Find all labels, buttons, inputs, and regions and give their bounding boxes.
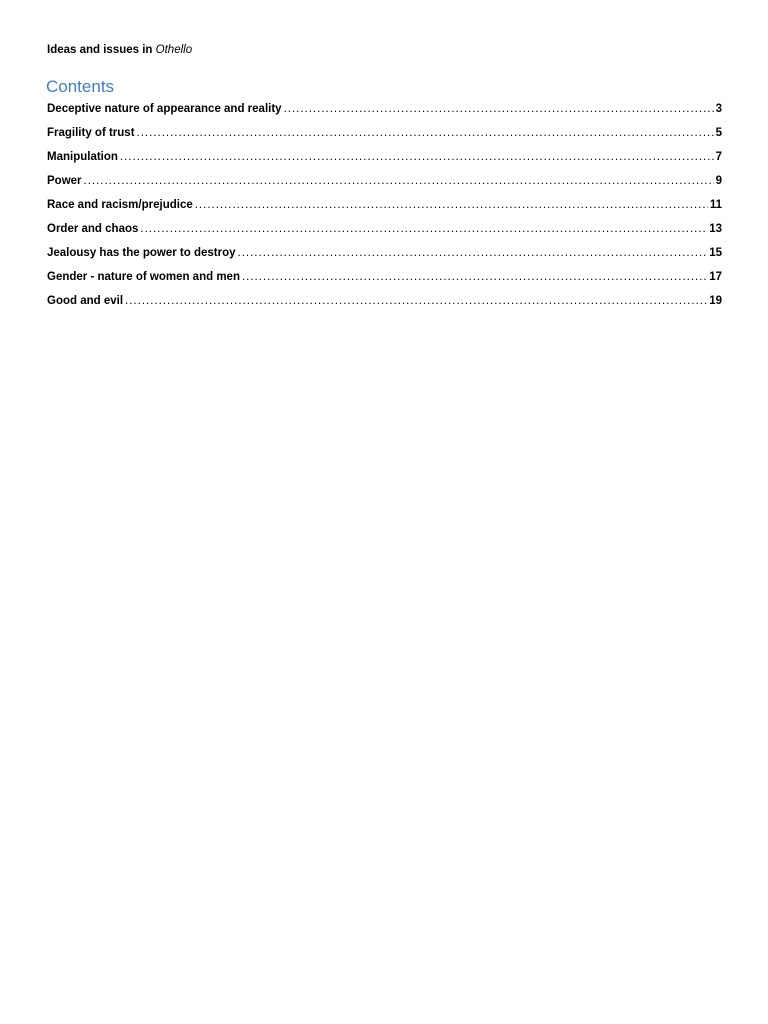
toc-entry-page: 11 <box>709 199 722 211</box>
toc-entry-page: 13 <box>709 223 722 235</box>
toc-dot-leader <box>238 244 708 262</box>
toc-entry-page: 19 <box>709 295 722 307</box>
toc-entry-page: 7 <box>715 151 722 163</box>
toc-entry-label: Fragility of trust <box>47 127 135 139</box>
toc-dot-leader <box>140 220 707 238</box>
toc-entry-page: 15 <box>709 247 722 259</box>
toc-entry-label: Order and chaos <box>47 223 139 235</box>
toc-dot-leader <box>120 148 714 166</box>
contents-heading: Contents <box>46 77 115 96</box>
toc-entry[interactable] <box>47 124 722 148</box>
toc-entry-page: 17 <box>709 271 722 283</box>
toc-entry[interactable] <box>47 196 722 220</box>
table-of-contents <box>47 100 722 316</box>
toc-dot-leader <box>125 292 707 310</box>
toc-dot-leader <box>242 268 707 286</box>
document-header <box>47 44 192 56</box>
toc-entry[interactable] <box>47 268 722 292</box>
header-work-title: Othello <box>155 44 193 56</box>
toc-dot-leader <box>137 124 714 142</box>
toc-entry[interactable] <box>47 220 722 244</box>
toc-entry-page: 5 <box>715 127 722 139</box>
toc-entry-label: Deceptive nature of appearance and reality <box>47 103 282 115</box>
toc-dot-leader <box>284 100 714 118</box>
toc-entry-label: Gender - nature of women and men <box>47 271 240 283</box>
toc-entry-label: Power <box>47 175 82 187</box>
toc-entry[interactable] <box>47 148 722 172</box>
toc-entry-label: Manipulation <box>47 151 118 163</box>
toc-entry-label: Good and evil <box>47 295 124 307</box>
toc-entry[interactable] <box>47 292 722 316</box>
toc-entry[interactable] <box>47 172 722 196</box>
toc-entry-page: 3 <box>715 103 722 115</box>
toc-entry[interactable] <box>47 244 722 268</box>
header-prefix: Ideas and issues in <box>47 44 153 56</box>
toc-entry-page: 9 <box>715 175 722 187</box>
toc-entry-label: Jealousy has the power to destroy <box>47 247 236 259</box>
toc-dot-leader <box>84 172 714 190</box>
toc-entry[interactable] <box>47 100 722 124</box>
toc-dot-leader <box>195 196 708 214</box>
toc-entry-label: Race and racism/prejudice <box>47 199 193 211</box>
